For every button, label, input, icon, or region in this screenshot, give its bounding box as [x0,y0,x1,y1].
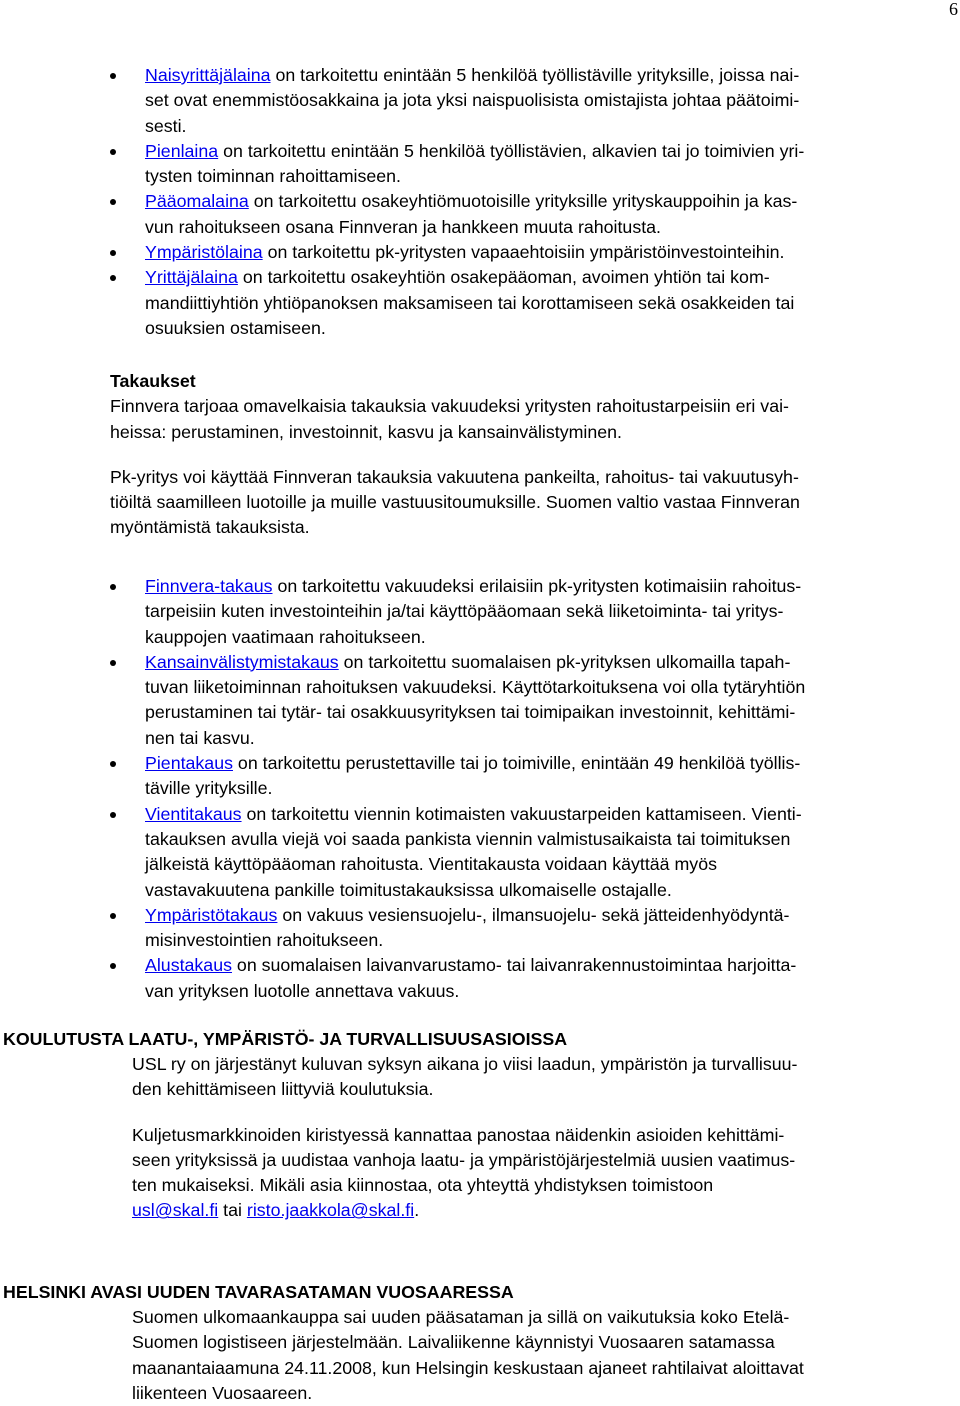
section-heading: Takaukset [110,371,196,391]
paragraph: USL ry on järjestänyt kuluvan syksyn aikana jo viisi laadun, ympäristön ja turvallisuu- den kehittämiseen liittyviä koulutuksia. [132,1054,798,1100]
loan-link-pienlaina[interactable]: Pienlaina [145,140,219,161]
list-item [0,265,960,341]
takaukset-section [110,369,956,541]
bullet-icon [110,584,116,590]
bullet-icon [110,199,116,205]
helsinki-heading: HELSINKI AVASI UUDEN TAVARASATAMAN VUOSAARESSA [3,1282,514,1302]
loan-list [0,63,960,341]
guarantee-description: on vakuus vesiensuojelu-, ilmansuojelu- sekä jätteidenhyödyntä- misinvestointien rahoitukseen. [145,904,790,951]
guarantee-link-kansainvalistymistakaus[interactable]: Kansainvälistymistakaus [145,651,339,672]
bullet-icon [110,250,116,256]
loan-link-naisyrittajalaina[interactable]: Naisyrittäjälaina [145,65,271,85]
guarantee-link-vientitakaus[interactable]: Vientitakaus [145,803,242,824]
guarantee-description: on tarkoitettu viennin kotimaisten vakuustarpeiden kattamiseen. Vienti- takauksen avulla viejä voi saada pankista viennin valmistusaikaista tai toimituksen jälkeistä käyttöpääoman rahoitusta. Vientitakausta voidaan käyttää myös vastavakuutena pankille toimitustakauksissa ulkomaiselle ostajalle. [145,803,802,900]
list-item [0,63,960,139]
paragraph [132,1123,956,1224]
paragraph-text: Kuljetusmarkkinoiden kiristyessä kannattaa panostaa näidenkin asioiden kehittämi- seen yrityksissä ja uudistaa vanhoja laatu- ja ympäristöjärjestelmiä uusien vaatimus- ten mukaiseksi. Mikäli asia kiinnostaa, ota yhteyttä yhdistyksen toimistoon [132,1124,796,1196]
guarantee-description: on tarkoitettu suomalaisen pk-yrityksen ulkomailla tapah- tuvan liiketoiminnan rahoituksen vakuudeksi. Käyttötarkoituksena voi olla tytäryhtiön perustaminen tai tytär- tai osakkuusyrityksen tai toimipaikan investoinnit, kehittämi- nen tai kasvu. [145,651,806,748]
loan-description: on tarkoitettu enintään 5 henkilöä työllistävien, alkavien tai jo toimivien yri- tysten toiminnan rahoittamiseen. [145,140,805,187]
loan-link-ymparistolaina[interactable]: Ympäristölaina [145,242,263,263]
guarantee-link-alustakaus[interactable]: Alustakaus [145,955,232,976]
list-item [0,751,960,802]
bullet-icon [110,73,116,79]
loan-link-yrittajalaina[interactable]: Yrittäjälaina [145,267,238,288]
loan-description: on tarkoitettu pk-yritysten vapaaehtoisiin ympäristöinvestointeihin. [262,242,785,263]
page-number: 6 [949,0,958,19]
guarantee-link-ymparistotakaus[interactable]: Ympäristötakaus [145,904,278,925]
email-link-risto[interactable]: risto.jaakkola@skal.fi [246,1200,415,1221]
connector-text: tai [218,1200,247,1221]
guarantee-link-finnvera-takaus[interactable]: Finnvera-takaus [145,576,273,596]
helsinki-section [132,1305,956,1406]
loan-description: on tarkoitettu enintään 5 henkilöä työllistäville yrityksille, joissa nai- set ovat enemmistöosakkaina ja jota yksi naispuolisista omistajista johtaa päätoimi- sesti. [145,65,800,136]
paragraph: Suomen ulkomaankauppa sai uuden pääsataman ja sillä on vaikutuksia koko Etelä- Suomen logistiseen järjestelmään. Laivaliikenne käynnistyi Vuosaaren satamassa maanantaiaamuna 24.11.2008, kun Helsingin keskustaan ajaneet rahtilaivat aloittavat liikenteen Vuosaareen. [132,1307,804,1403]
guarantee-list [0,574,960,1004]
bullet-icon [110,913,116,919]
list-item [0,240,960,265]
loan-description: on tarkoitettu osakeyhtiömuotoisille yrityksille yrityskauppoihin ja kas- vun rahoitukseen osana Finnveran ja hankkeen muuta rahoitusta. [145,191,798,237]
list-item [0,903,960,954]
list-item [0,953,960,1004]
bullet-icon [110,660,116,666]
bullet-icon [110,761,116,767]
bullet-icon [110,812,116,818]
loan-link-paaomalaina[interactable]: Pääomalaina [145,191,249,212]
bullet-icon [110,149,116,155]
guarantee-description: on tarkoitettu vakuudeksi erilaisiin pk-yritysten kotimaisiin rahoitus- tarpeisiin kuten investointeihin ja/tai käyttöpääomaan sekä liiketoiminta- tai yritys- kauppojen vaatimaan rahoitukseen. [145,576,802,647]
loan-description: on tarkoitettu osakeyhtiön osakepääoman, avoimen yhtiön tai kom- mandiittiyhtiön yhtiöpanoksen maksamiseen tai korottamiseen sekä osakkeiden tai osuuksien ostamiseen. [145,267,795,338]
list-item [0,574,960,650]
koulutus-heading: KOULUTUSTA LAATU-, YMPÄRISTÖ- JA TURVALLISUUSASIOISSA [3,1029,568,1049]
email-link-usl[interactable]: usl@skal.fi [132,1200,219,1221]
guarantee-description: on tarkoitettu perustettaville tai jo toimiville, enintään 49 henkilöä työllis- täville yrityksille. [145,753,801,799]
bullet-icon [110,963,116,969]
list-item [0,139,960,190]
list-item [0,650,960,751]
guarantee-link-pientakaus[interactable]: Pientakaus [145,753,233,774]
period-text: . [414,1200,420,1221]
list-item [0,189,960,240]
paragraph: Finnvera tarjoaa omavelkaisia takauksia vakuudeksi yritysten rahoitustarpeisiin eri vai- heissa: perustaminen, investoinnit, kasvu ja kansainvälistyminen. [110,396,789,442]
bullet-icon [110,275,116,281]
list-item [0,802,960,903]
guarantee-description: on suomalaisen laivanvarustamo- tai laivanrakennustoimintaa harjoitta- van yrityksen luotolle annettava vakuus. [145,955,797,1001]
paragraph: Pk-yritys voi käyttää Finnveran takauksia vakuutena pankeilta, rahoitus- tai vakuutusyh- tiöiltä saamilleen luotoille ja muille vastuusitoumuksille. Suomen valtio vastaa Finnveran myöntämistä takauksista. [110,466,800,538]
koulutus-section [132,1052,956,1224]
